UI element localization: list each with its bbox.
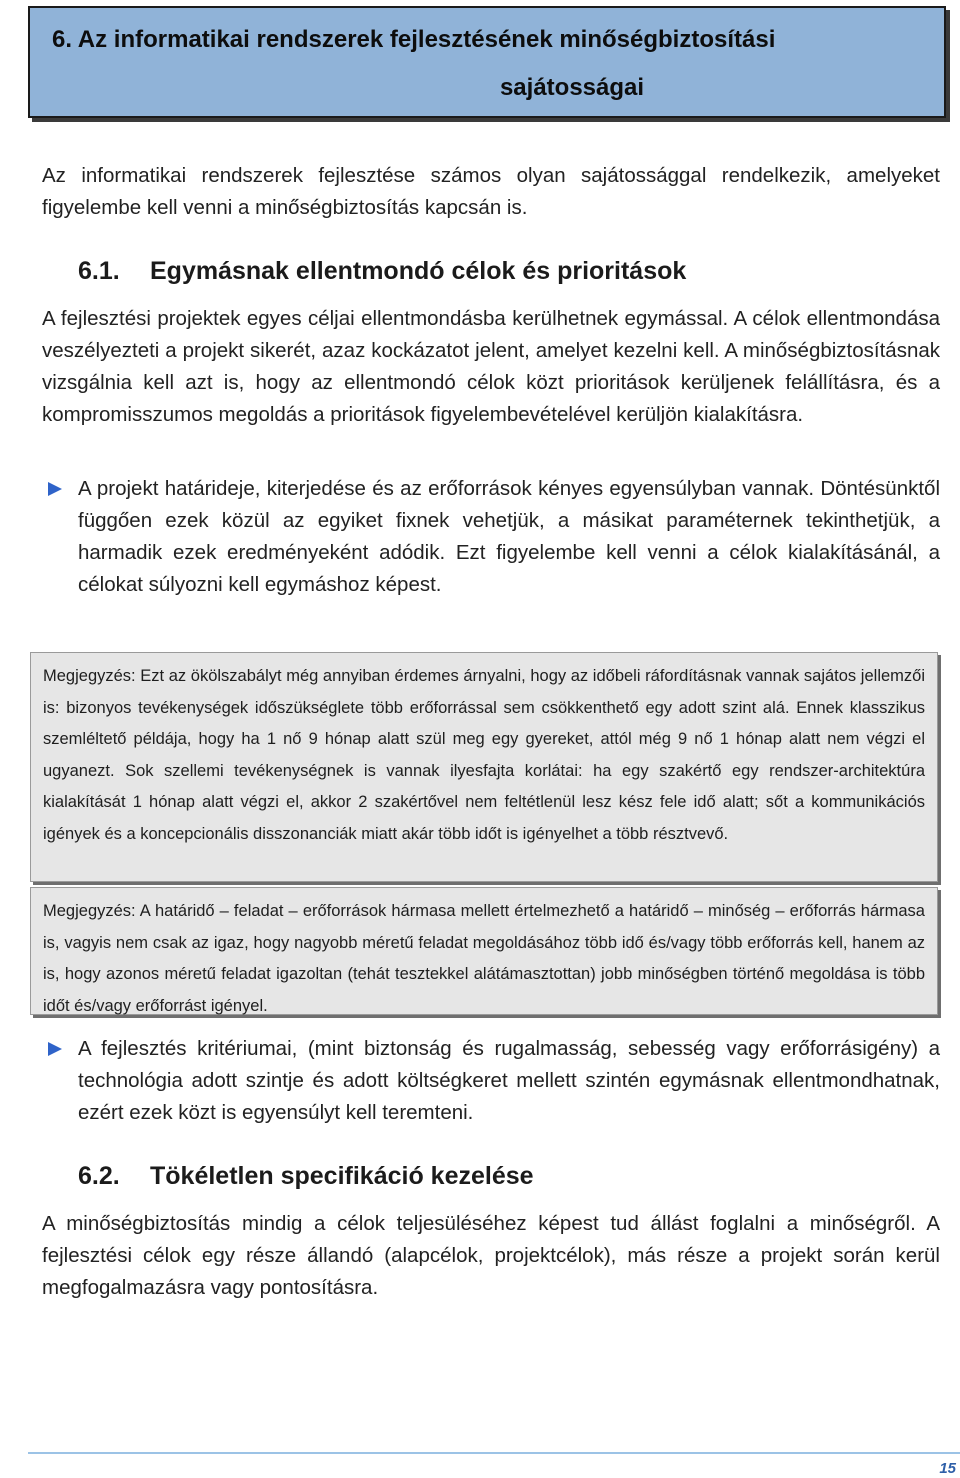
page-number: 15 — [939, 1460, 956, 1477]
section-6-2-title: Tökéletlen specifikáció kezelése — [150, 1162, 534, 1190]
bullet-arrow-icon — [48, 1042, 62, 1056]
bullet-item-1: A projekt határideje, kiterjedése és az erőforrások kényes egyensúlyban vannak. Döntésünktől függően ezek közül az egyiket fixnek vehetjük, a másikat paraméternek tekinthetjük, a harmadik ezek eredményeként adódik. Ezt figyelembe kell venni a célok kialakításánál, a célokat súlyozni kell egymáshoz képest. — [78, 477, 940, 596]
chapter-title-line-2: sajátosságai — [499, 74, 645, 101]
bullet-item-2: A fejlesztés kritériumai, (mint biztonság és rugalmasság, sebesség vagy erőforrásigény) a technológia adott szintje és adott költségkeret mellett szintén egymásnak ellentmondhatnak, ezért ezek közt is egyensúlyt kell teremteni. — [78, 1037, 940, 1124]
note-2-text: Megjegyzés: A határidő – feladat – erőforrások hármasa mellett értelmezhető a határidő – minőség – erőforrás hármasa is, vagyis nem csak az igaz, hogy nagyobb méretű feladat megoldásához több idő és/vagy több erőforrás kell, hanem az is, hogy azonos méretű feladat igazoltan (tehát tesztekkel alátámasztottan) jobb minőségben történő megoldása is több időt és/vagy erőforrást igényel. — [43, 902, 925, 1015]
section-6-1-title: Egymásnak ellentmondó célok és prioritások — [150, 257, 687, 285]
section-6-2-number: 6.2. — [78, 1162, 120, 1190]
section-6-2-heading — [78, 1162, 534, 1191]
note-1-text: Megjegyzés: Ezt az ökölszabályt még annyiban érdemes árnyalni, hogy az időbeli ráfordításnak vannak sajátos jellemzői is: bizonyos tevékenységek időszükséglete több erőforrással sem csökkenthető egy adott szint alá. Ennek klasszikus szemléltető példája, hogy ha 1 nő 9 hónap alatt szül meg egy gyereket, attól még 9 nő 1 hónap alatt nem végzi el ugyanezt. Sok szellemi tevékenységnek is vannak ilyesfajta korlátai: ha egy szakértő egy rendszer-architektúra kialakítását 1 hónap alatt végzi el, akkor 2 szakértővel nem feltétlenül lesz kész fele idő alatt; sőt a kommunikációs igények és a koncepcionális disszonanciák miatt akár több időt is igényelhet a több résztvevő. — [43, 667, 925, 843]
bullet-arrow-icon — [48, 482, 62, 496]
intro-paragraph: Az informatikai rendszerek fejlesztése számos olyan sajátossággal rendelkezik, amelyeket figyelembe kell venni a minőségbiztosítás kapcsán is. — [42, 164, 940, 219]
chapter-title-box — [28, 6, 946, 118]
section-6-1-heading — [78, 257, 686, 286]
section-6-2-paragraph: A minőségbiztosítás mindig a célok teljesüléséhez képest tud állást foglalni a minőségről. A fejlesztési célok egy része állandó (alapcélok, projektcélok), más része a projekt során kerül megfogalmazásra vagy pontosításra. — [42, 1212, 940, 1299]
note-box-1 — [30, 652, 938, 882]
note-box-2 — [30, 887, 938, 1015]
section-6-1-paragraph: A fejlesztési projektek egyes céljai ellentmondásba kerülhetnek egymással. A célok ellentmondása veszélyezteti a projekt sikerét, azaz kockázatot jelent, amelyet kezelni kell. A minőségbiztosításnak vizsgálnia kell azt is, hogy az ellentmondó célok közt prioritások kerüljenek felállításra, és a kompromisszumos megoldás a prioritások figyelembevételével kerüljön kialakításra. — [42, 307, 940, 426]
section-6-1-number: 6.1. — [78, 257, 120, 285]
footer-divider — [28, 1452, 960, 1454]
chapter-title-line-1: 6. Az informatikai rendszerek fejlesztésének minőségbiztosítási — [52, 26, 776, 53]
